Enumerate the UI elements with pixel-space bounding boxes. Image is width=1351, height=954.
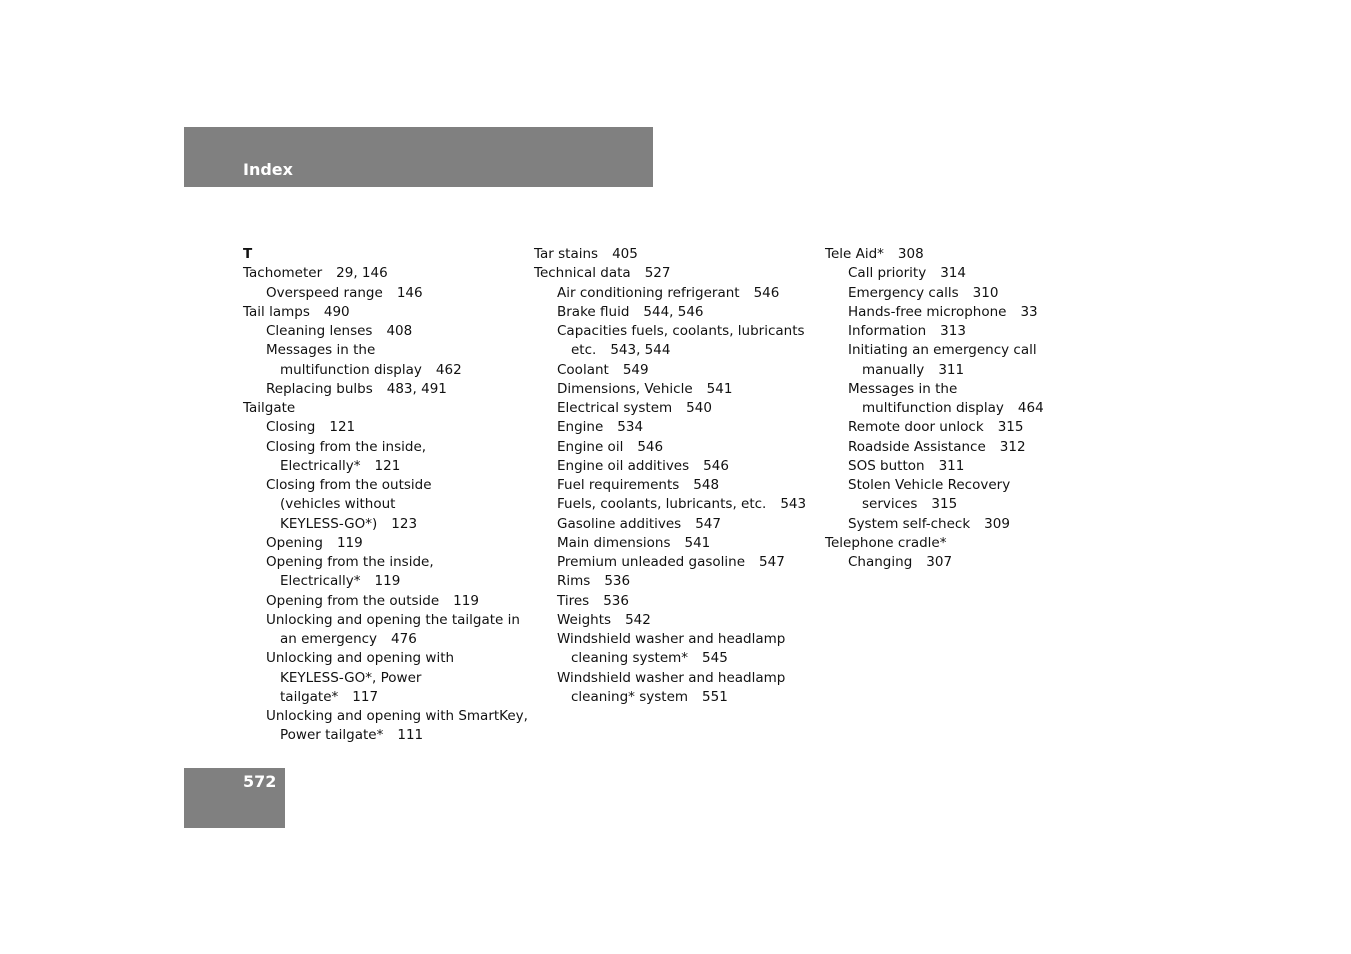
index-term: Electrically*	[280, 573, 361, 590]
index-page-ref: 315	[931, 496, 958, 513]
index-page-ref: 311	[938, 457, 965, 474]
index-page-ref: 119	[336, 534, 363, 551]
index-term: KEYLESS-GO*)	[280, 515, 378, 532]
index-term: Unlocking and opening with SmartKey,	[266, 708, 528, 724]
index-page-ref: 308	[897, 246, 924, 262]
index-page-ref: 551	[702, 688, 728, 705]
index-entry	[825, 284, 1110, 303]
index-page-ref: 546	[753, 284, 780, 301]
index-entry	[243, 457, 528, 476]
index-entry	[825, 399, 1110, 418]
index-entry	[534, 341, 819, 360]
index-page-ref: 111	[397, 727, 424, 744]
index-page-ref: 545	[702, 650, 728, 667]
index-term: cleaning system*	[571, 650, 689, 667]
index-term: Messages in the	[266, 342, 376, 359]
index-entry	[534, 476, 819, 495]
index-entry	[825, 322, 1110, 341]
index-entry	[825, 361, 1110, 380]
index-term: Tele Aid*	[825, 246, 884, 262]
index-term: Unlocking and opening the tailgate in	[266, 611, 520, 628]
index-entry	[825, 303, 1110, 322]
index-term: Brake fluid	[557, 303, 630, 320]
index-page-ref: 547	[695, 515, 721, 532]
index-entry	[534, 322, 819, 341]
index-page-ref: 311	[938, 361, 965, 378]
page-number: 572	[243, 772, 277, 791]
index-page-ref: 33	[1020, 303, 1038, 320]
index-entry	[534, 669, 819, 688]
index-letter-heading	[243, 245, 528, 264]
index-term: Opening from the outside	[266, 592, 440, 609]
index-page-ref: 146	[396, 284, 423, 301]
index-term: Overspeed range	[266, 284, 383, 301]
index-entry	[534, 457, 819, 476]
index-entry	[534, 553, 819, 572]
index-term: Dimensions, Vehicle	[557, 380, 693, 397]
index-letter: T	[243, 246, 253, 262]
index-entry	[534, 495, 819, 514]
index-page-ref: 549	[622, 361, 649, 378]
index-page-ref: 490	[323, 303, 350, 320]
index-page-ref: 309	[984, 515, 1010, 532]
index-page-ref: 119	[453, 592, 479, 609]
index-entry	[534, 303, 819, 322]
index-entry	[825, 264, 1110, 283]
index-page-ref: 536	[604, 573, 631, 590]
index-term: Call priority	[848, 265, 927, 282]
index-page-ref: 541	[684, 534, 711, 551]
index-term: Tires	[557, 592, 590, 609]
page-number-tab	[184, 768, 285, 828]
index-term: Telephone cradle*	[825, 534, 947, 551]
index-term: Information	[848, 323, 927, 339]
index-page-ref: 119	[374, 573, 401, 590]
index-entry	[825, 341, 1110, 360]
index-entry	[825, 534, 1110, 553]
index-entry	[243, 284, 528, 303]
page-title: Index	[243, 160, 293, 179]
header-band	[184, 127, 653, 187]
index-entry	[243, 399, 528, 418]
index-term: Electrical system	[557, 400, 673, 416]
index-entry	[534, 399, 819, 418]
index-entry	[825, 553, 1110, 572]
index-term: Windshield washer and headlamp	[557, 669, 786, 686]
index-entry	[243, 303, 528, 322]
index-term: Technical data	[534, 265, 631, 282]
index-term: an emergency	[280, 631, 378, 647]
index-page-ref: 307	[926, 554, 953, 570]
index-page-ref: 123	[391, 515, 418, 532]
index-term: Stolen Vehicle Recovery	[848, 477, 1011, 493]
index-term: Coolant	[557, 361, 609, 378]
index-entry	[825, 245, 1110, 264]
index-term: Engine oil	[557, 438, 624, 455]
index-term: Gasoline additives	[557, 515, 682, 532]
index-term: Fuel requirements	[557, 477, 680, 493]
index-term: Electrically*	[280, 457, 361, 474]
index-term: Rims	[557, 573, 591, 590]
index-entry	[534, 572, 819, 591]
index-term: Engine oil additives	[557, 457, 690, 474]
index-page-ref: 121	[329, 419, 356, 436]
index-page-ref: 547	[759, 554, 785, 570]
index-term: Opening from the inside,	[266, 554, 434, 570]
index-page-ref: 462	[435, 361, 462, 378]
index-term: tailgate*	[280, 688, 339, 705]
index-entry	[243, 592, 528, 611]
index-page-ref: 544, 546	[643, 303, 704, 320]
index-page-ref: 542	[625, 611, 651, 628]
index-term: Closing from the inside,	[266, 438, 427, 455]
index-entry	[243, 515, 528, 534]
index-entry	[243, 476, 528, 495]
index-page-ref: 483, 491	[386, 380, 447, 397]
index-entry	[243, 688, 528, 707]
index-entry	[825, 438, 1110, 457]
index-term: Changing	[848, 554, 913, 570]
index-page-ref: 527	[644, 265, 671, 282]
index-entry	[534, 688, 819, 707]
index-entry	[534, 515, 819, 534]
index-page-ref: 121	[374, 457, 401, 474]
index-page-ref: 543	[780, 496, 807, 513]
index-entry	[534, 649, 819, 668]
index-entry	[534, 611, 819, 630]
index-term: Hands-free microphone	[848, 303, 1007, 320]
index-entry	[243, 361, 528, 380]
index-term: cleaning* system	[571, 688, 689, 705]
index-page-ref: 310	[972, 284, 999, 301]
index-entry	[534, 284, 819, 303]
index-page-ref: 536	[603, 592, 629, 609]
index-page-ref: 548	[693, 477, 720, 493]
index-entry	[243, 707, 528, 726]
index-term: Tail lamps	[243, 303, 310, 320]
index-entry	[243, 341, 528, 360]
index-term: services	[862, 496, 918, 513]
index-term: etc.	[571, 342, 597, 359]
index-page-ref: 408	[386, 323, 413, 339]
index-term: Unlocking and opening with	[266, 650, 455, 667]
index-term: Windshield washer and headlamp	[557, 631, 786, 647]
index-entry	[243, 572, 528, 591]
index-page-ref: 543, 544	[610, 342, 671, 359]
index-page-ref: 476	[391, 631, 417, 647]
index-term: Emergency calls	[848, 284, 959, 301]
index-entry	[534, 245, 819, 264]
index-term: Tachometer	[243, 265, 323, 282]
index-entry	[534, 630, 819, 649]
index-page-ref: 315	[997, 419, 1024, 436]
index-page-ref: 405	[612, 246, 638, 262]
index-term: Opening	[266, 534, 323, 551]
index-page-ref: 314	[940, 265, 966, 282]
index-page-ref: 546	[637, 438, 664, 455]
index-term: Replacing bulbs	[266, 380, 373, 397]
index-entry	[243, 726, 528, 745]
index-term: Weights	[557, 611, 612, 628]
index-page-ref: 540	[686, 400, 712, 416]
index-entry	[534, 380, 819, 399]
index-page-ref: 313	[940, 323, 966, 339]
index-entry	[534, 361, 819, 380]
index-entry	[825, 495, 1110, 514]
index-page-ref: 546	[703, 457, 729, 474]
index-entry	[243, 438, 528, 457]
index-term: Fuels, coolants, lubricants, etc.	[557, 496, 767, 513]
index-page-ref: 464	[1017, 400, 1044, 416]
index-entry	[243, 534, 528, 553]
index-entry	[534, 534, 819, 553]
index-column-2	[534, 245, 819, 707]
index-term: Remote door unlock	[848, 419, 984, 436]
index-page-ref: 117	[352, 688, 379, 705]
index-entry	[243, 322, 528, 341]
index-term: Closing from the outside	[266, 477, 432, 493]
index-entry	[534, 264, 819, 283]
index-term: Main dimensions	[557, 534, 671, 551]
index-column-1	[243, 245, 528, 746]
index-entry	[243, 380, 528, 399]
index-entry	[534, 438, 819, 457]
index-term: Cleaning lenses	[266, 323, 373, 339]
index-term: KEYLESS-GO*, Power	[280, 669, 422, 686]
index-entry	[825, 380, 1110, 399]
index-term: Initiating an emergency call	[848, 342, 1037, 359]
index-term: Roadside Assistance	[848, 438, 986, 455]
index-page-ref: 312	[999, 438, 1026, 455]
index-entry	[243, 264, 528, 283]
index-term: Tailgate	[243, 400, 296, 416]
index-entry	[243, 630, 528, 649]
index-entry	[825, 457, 1110, 476]
index-entry	[243, 611, 528, 630]
index-page-ref: 541	[706, 380, 733, 397]
index-page-ref: 534	[617, 419, 644, 436]
index-entry	[243, 418, 528, 437]
index-term: SOS button	[848, 457, 925, 474]
index-term: multifunction display	[862, 400, 1004, 416]
index-column-3	[825, 245, 1110, 572]
index-term: manually	[862, 361, 925, 378]
index-term: multifunction display	[280, 361, 422, 378]
index-term: (vehicles without	[280, 496, 396, 513]
index-entry	[243, 495, 528, 514]
index-entry	[534, 592, 819, 611]
index-term: Engine	[557, 419, 604, 436]
index-term: Power tailgate*	[280, 727, 384, 744]
index-term: Air conditioning refrigerant	[557, 284, 740, 301]
index-term: Capacities fuels, coolants, lubricants	[557, 323, 805, 339]
index-entry	[243, 669, 528, 688]
index-entry	[534, 418, 819, 437]
index-entry	[243, 649, 528, 668]
index-term: Premium unleaded gasoline	[557, 554, 746, 570]
index-term: Closing	[266, 419, 316, 436]
index-page-ref: 29, 146	[336, 265, 388, 282]
index-entry	[825, 476, 1110, 495]
index-term: Tar stains	[534, 246, 599, 262]
index-entry	[825, 515, 1110, 534]
index-term: System self-check	[848, 515, 971, 532]
index-term: Messages in the	[848, 380, 958, 397]
index-entry	[243, 553, 528, 572]
index-entry	[825, 418, 1110, 437]
